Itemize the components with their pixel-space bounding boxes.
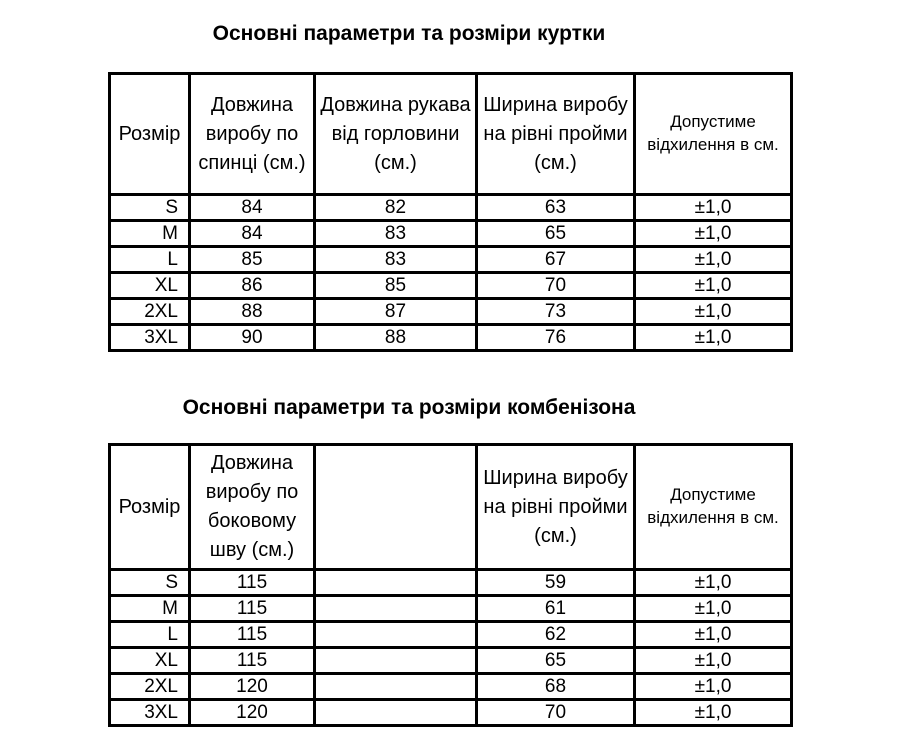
header-chest-width: Ширина виробу на рівні пройми (см.)	[477, 445, 635, 570]
table-row	[110, 247, 792, 273]
value-cell: 86	[190, 273, 315, 299]
jacket-table-title: Основні параметри та розміри куртки	[212, 22, 606, 45]
size-cell: M	[110, 221, 190, 247]
table-row	[110, 674, 792, 700]
value-cell: 120	[190, 700, 315, 726]
tolerance-cell: ±1,0	[635, 221, 792, 247]
jacket-size-table	[108, 72, 793, 352]
table-row	[110, 299, 792, 325]
header-empty	[315, 445, 477, 570]
value-cell: 70	[477, 700, 635, 726]
table-row	[110, 622, 792, 648]
table-row	[110, 700, 792, 726]
tolerance-cell: ±1,0	[635, 570, 792, 596]
tolerance-cell: ±1,0	[635, 622, 792, 648]
value-cell: 115	[190, 648, 315, 674]
header-tolerance: Допустиме відхилення в см.	[635, 74, 792, 195]
tolerance-cell: ±1,0	[635, 648, 792, 674]
value-cell: 73	[477, 299, 635, 325]
tolerance-cell: ±1,0	[635, 325, 792, 351]
value-cell: 62	[477, 622, 635, 648]
value-cell: 87	[315, 299, 477, 325]
tolerance-cell: ±1,0	[635, 700, 792, 726]
table-row	[110, 195, 792, 221]
empty-cell	[315, 648, 477, 674]
value-cell: 65	[477, 221, 635, 247]
header-tolerance: Допустиме відхилення в см.	[635, 445, 792, 570]
empty-cell	[315, 700, 477, 726]
header-chest-width: Ширина виробу на рівні пройми (см.)	[477, 74, 635, 195]
value-cell: 59	[477, 570, 635, 596]
overall-size-table	[108, 443, 793, 727]
size-cell: 2XL	[110, 674, 190, 700]
value-cell: 83	[315, 221, 477, 247]
value-cell: 115	[190, 596, 315, 622]
value-cell: 88	[315, 325, 477, 351]
table-row	[110, 273, 792, 299]
value-cell: 85	[190, 247, 315, 273]
tolerance-cell: ±1,0	[635, 247, 792, 273]
value-cell: 115	[190, 622, 315, 648]
overall-header-row	[110, 445, 792, 570]
header-sleeve-length: Довжина рукава від горловини (см.)	[315, 74, 477, 195]
size-cell: XL	[110, 648, 190, 674]
table-row	[110, 648, 792, 674]
size-cell: L	[110, 247, 190, 273]
value-cell: 85	[315, 273, 477, 299]
value-cell: 67	[477, 247, 635, 273]
tolerance-cell: ±1,0	[635, 596, 792, 622]
empty-cell	[315, 674, 477, 700]
value-cell: 84	[190, 195, 315, 221]
tolerance-cell: ±1,0	[635, 674, 792, 700]
tolerance-cell: ±1,0	[635, 195, 792, 221]
size-cell: XL	[110, 273, 190, 299]
value-cell: 115	[190, 570, 315, 596]
header-size: Розмір	[110, 74, 190, 195]
size-cell: S	[110, 570, 190, 596]
tolerance-cell: ±1,0	[635, 273, 792, 299]
value-cell: 63	[477, 195, 635, 221]
empty-cell	[315, 570, 477, 596]
table-row	[110, 596, 792, 622]
size-cell: S	[110, 195, 190, 221]
value-cell: 68	[477, 674, 635, 700]
size-cell: L	[110, 622, 190, 648]
value-cell: 65	[477, 648, 635, 674]
overall-table-title: Основні параметри та розміри комбенізона	[182, 396, 636, 419]
jacket-header-row	[110, 74, 792, 195]
tolerance-cell: ±1,0	[635, 299, 792, 325]
value-cell: 88	[190, 299, 315, 325]
table-row	[110, 570, 792, 596]
value-cell: 120	[190, 674, 315, 700]
size-cell: M	[110, 596, 190, 622]
size-cell: 2XL	[110, 299, 190, 325]
size-cell: 3XL	[110, 325, 190, 351]
value-cell: 82	[315, 195, 477, 221]
table-row	[110, 325, 792, 351]
header-size: Розмір	[110, 445, 190, 570]
empty-cell	[315, 622, 477, 648]
table-row	[110, 221, 792, 247]
header-side-seam-length: Довжина виробу по боковому шву (см.)	[190, 445, 315, 570]
value-cell: 83	[315, 247, 477, 273]
value-cell: 76	[477, 325, 635, 351]
value-cell: 90	[190, 325, 315, 351]
value-cell: 84	[190, 221, 315, 247]
value-cell: 70	[477, 273, 635, 299]
header-back-length: Довжина виробу по спинці (см.)	[190, 74, 315, 195]
empty-cell	[315, 596, 477, 622]
size-cell: 3XL	[110, 700, 190, 726]
value-cell: 61	[477, 596, 635, 622]
